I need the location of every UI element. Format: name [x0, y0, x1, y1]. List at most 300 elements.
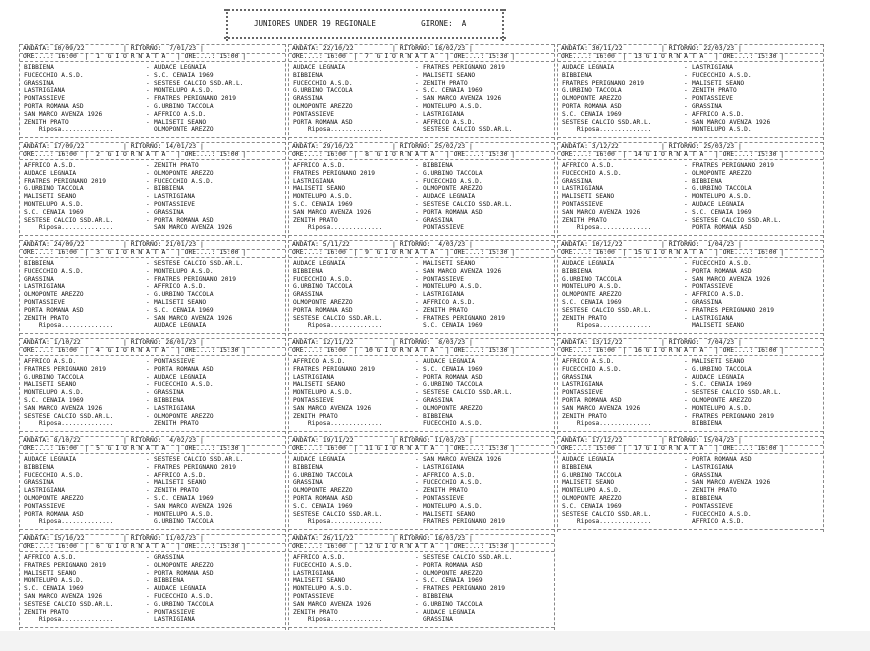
away-team: OLMOPONTE AREZZO [692, 169, 752, 177]
match-dash: - [146, 275, 150, 283]
match-dash: - [146, 260, 150, 267]
separator-line [20, 235, 285, 236]
away-team: G.URBINO TACCOLA [154, 291, 214, 299]
match-dash: - [684, 64, 688, 71]
match-dash: - [415, 358, 419, 365]
match-dash: - [684, 397, 688, 404]
home-team: SESTESE CALCIO SSD.AR.L. [293, 510, 383, 518]
home-team: ZENITH PRATO [24, 314, 69, 322]
match-dash: - [146, 495, 150, 502]
riposa-label: Riposa.............. [24, 322, 114, 330]
separator-line [20, 159, 285, 160]
separator-line [20, 355, 285, 356]
home-team: AUDACE LEGNAIA [24, 456, 77, 463]
home-team: FRATRES PERIGNANO 2019 [24, 177, 106, 185]
riposa-team: SESTESE CALCIO SSD.AR.L. [423, 126, 513, 134]
title-border-right [502, 9, 504, 41]
home-team: MONTELUPO A.S.D. [562, 487, 622, 495]
match-dash: - [415, 87, 419, 95]
separator-line [289, 137, 554, 138]
match-dash: - [146, 456, 150, 463]
match-dash: - [684, 463, 688, 471]
away-team: PORTA ROMANA ASD [423, 208, 483, 216]
column-2 [288, 44, 555, 630]
away-team: SESTESE CALCIO SSD.AR.L. [692, 216, 782, 224]
dates-row: ANDATA: 1/10/22 | RITORNO: 28/01/23 | [23, 338, 204, 346]
match-dash: - [146, 479, 150, 487]
match-dash: - [415, 162, 419, 169]
away-team: AUDACE LEGNAIA [692, 373, 745, 381]
away-team: MONTELUPO A.S.D. [154, 510, 214, 518]
home-team: PONTASSIEVE [293, 593, 334, 600]
home-team: SESTESE CALCIO SSD.AR.L. [562, 306, 652, 314]
separator-line [289, 529, 554, 530]
away-team: G.URBINO TACCOLA [692, 365, 752, 373]
separator-line [20, 627, 285, 628]
away-team: S.C. CENAIA 1969 [154, 495, 214, 502]
away-team: PORTA ROMANA ASD [154, 569, 214, 577]
match-dash: - [146, 412, 150, 420]
match-dash: - [684, 358, 688, 365]
away-team: BIBBIENA [423, 162, 453, 169]
away-team: GRASSINA [692, 103, 722, 110]
match-dash: - [415, 600, 419, 608]
match-dash: - [415, 397, 419, 404]
away-team: PONTASSIEVE [692, 502, 733, 510]
home-team: AFFRICO A.S.D. [24, 162, 77, 169]
home-team: PORTA ROMANA ASD [293, 495, 353, 502]
riposa-label: Riposa.............. [293, 420, 383, 428]
away-team: S.C. CENAIA 1969 [154, 71, 214, 79]
match-dash: - [415, 487, 419, 495]
match-dash: - [146, 365, 150, 373]
dates-row: ANDATA: 19/11/22 | RITORNO: 11/03/23 | [292, 436, 473, 444]
away-team: MONTELUPO A.S.D. [692, 193, 752, 201]
match-dash: - [415, 502, 419, 510]
away-team: SAN MARCO AVENZA 1926 [423, 267, 502, 275]
dates-row: ANDATA: 5/11/22 | RITORNO: 4/03/23 | [292, 240, 473, 248]
away-team: SAN MARCO AVENZA 1926 [692, 479, 771, 487]
home-team: SESTESE CALCIO SSD.AR.L. [24, 412, 114, 420]
away-team: LASTRIGIANA [154, 193, 195, 201]
home-team: FUCECCHIO A.S.D. [24, 471, 84, 479]
separator-line [289, 333, 554, 334]
home-team: AUDACE LEGNAIA [562, 456, 615, 463]
giornata-block-8 [288, 142, 555, 238]
away-team: MALISETI SEANO [423, 260, 476, 267]
match-dash: - [146, 314, 150, 322]
dates-row: ANDATA: 12/11/22 | RITORNO: 8/03/23 | [292, 338, 473, 346]
home-team: BIBBIENA [562, 71, 592, 79]
match-dash: - [146, 600, 150, 608]
home-team: OLMOPONTE AREZZO [24, 291, 84, 299]
match-dash: - [146, 554, 150, 561]
away-team: FUCECCHIO A.S.D. [154, 381, 214, 389]
away-team: BIBBIENA [692, 495, 722, 502]
home-team: AFFRICO A.S.D. [562, 162, 615, 169]
away-team: BIBBIENA [423, 412, 453, 420]
giornata-block-7 [288, 44, 555, 140]
home-team: BIBBIENA [24, 260, 54, 267]
home-team: S.C. CENAIA 1969 [562, 502, 622, 510]
giornata-block-4 [19, 338, 286, 434]
away-team: FRATRES PERIGNANO 2019 [692, 412, 774, 420]
match-dash: - [146, 358, 150, 365]
home-team: AFFRICO A.S.D. [24, 554, 77, 561]
page-bottom-band [0, 631, 870, 651]
calendar-title [254, 19, 466, 28]
home-team: MONTELUPO A.S.D. [24, 577, 84, 585]
home-team: ZENITH PRATO [562, 216, 607, 224]
away-team: BIBBIENA [692, 177, 722, 185]
home-team: FUCECCHIO A.S.D. [562, 169, 622, 177]
match-dash: - [415, 585, 419, 593]
match-dash: - [146, 291, 150, 299]
home-team: BIBBIENA [562, 267, 592, 275]
away-team: FRATRES PERIGNANO 2019 [423, 314, 505, 322]
riposa-label: Riposa.............. [562, 126, 652, 134]
match-dash: - [684, 95, 688, 103]
girone-value: A [461, 19, 467, 28]
match-dash: - [684, 185, 688, 193]
home-team: LASTRIGIANA [24, 283, 65, 291]
home-team: LASTRIGIANA [562, 381, 603, 389]
dates-row: ANDATA: 17/09/22 | RITORNO: 14/01/23 | [23, 142, 204, 150]
away-team: FRATRES PERIGNANO 2019 [154, 275, 236, 283]
away-team: S.C. CENAIA 1969 [692, 208, 752, 216]
away-team: MALISETI SEANO [154, 479, 207, 487]
home-team: GRASSINA [562, 373, 592, 381]
away-team: FUCECCHIO A.S.D. [154, 177, 214, 185]
away-team: PONTASSIEVE [692, 95, 733, 103]
giornata-block-3 [19, 240, 286, 336]
match-dash: - [684, 291, 688, 299]
match-dash: - [146, 306, 150, 314]
separator-line [289, 355, 554, 356]
match-dash: - [684, 299, 688, 306]
separator-line [289, 61, 554, 62]
away-team: FRATRES PERIGNANO 2019 [423, 64, 505, 71]
home-team: SAN MARCO AVENZA 1926 [24, 404, 103, 412]
away-team: FUCECCHIO A.S.D. [692, 260, 752, 267]
home-team: PORTA ROMANA ASD [562, 103, 622, 110]
giornata-block-15 [557, 240, 824, 336]
times-row: ORE....: 16:00 | 1 G I O R N A T A | ORE....: 15:00 | [23, 52, 247, 60]
giornata-block-9 [288, 240, 555, 336]
away-team: OLMOPONTE AREZZO [692, 397, 752, 404]
away-team: AUDACE LEGNAIA [154, 373, 207, 381]
giornata-block-14 [557, 142, 824, 238]
match-dash: - [415, 463, 419, 471]
home-team: SAN MARCO AVENZA 1926 [24, 110, 103, 118]
match-dash: - [146, 216, 150, 224]
home-team: FRATRES PERIGNANO 2019 [293, 169, 375, 177]
home-team: SAN MARCO AVENZA 1926 [562, 404, 641, 412]
match-dash: - [415, 95, 419, 103]
away-team: OLMOPONTE AREZZO [423, 404, 483, 412]
home-team: G.URBINO TACCOLA [24, 185, 84, 193]
match-dash: - [684, 373, 688, 381]
away-team: PORTA ROMANA ASD [692, 456, 752, 463]
home-team: OLMOPONTE AREZZO [293, 103, 353, 110]
home-team: MONTELUPO A.S.D. [293, 193, 353, 201]
home-team: GRASSINA [24, 275, 54, 283]
home-team: ZENITH PRATO [293, 216, 338, 224]
away-team: MALISETI SEANO [154, 299, 207, 306]
match-dash: - [415, 275, 419, 283]
giornata-block-17 [557, 436, 824, 532]
times-row: ORE....: 16:00 | 14 G I O R N A T A | ORE....: 15:30 | [561, 150, 785, 158]
dates-row: ANDATA: 10/09/22 | RITORNO: 7/01/23 | [23, 44, 204, 52]
match-dash: - [415, 260, 419, 267]
away-team: MONTELUPO A.S.D. [154, 87, 214, 95]
match-dash: - [415, 216, 419, 224]
riposa-label: Riposa.............. [24, 224, 114, 232]
home-team: OLMOPONTE AREZZO [24, 495, 84, 502]
away-team: FRATRES PERIGNANO 2019 [692, 162, 774, 169]
home-team: PONTASSIEVE [293, 110, 334, 118]
home-team: PONTASSIEVE [24, 95, 65, 103]
away-team: PORTA ROMANA ASD [154, 365, 214, 373]
match-dash: - [146, 193, 150, 201]
match-dash: - [415, 291, 419, 299]
home-team: MALISETI SEANO [24, 381, 77, 389]
home-team: G.URBINO TACCOLA [562, 471, 622, 479]
dates-row: ANDATA: 13/12/22 | RITORNO: 7/04/23 | [561, 338, 742, 346]
times-row: ORE....: 16:00 | 16 G I O R N A T A | ORE....: 16:00 | [561, 346, 785, 354]
separator-line [20, 431, 285, 432]
match-dash: - [146, 373, 150, 381]
match-dash: - [146, 569, 150, 577]
riposa-team: FRATRES PERIGNANO 2019 [423, 518, 505, 526]
home-team: MONTELUPO A.S.D. [293, 585, 353, 593]
match-dash: - [146, 208, 150, 216]
riposa-label: Riposa.............. [293, 616, 383, 624]
times-row: ORE....: 16:00 | 4 G I O R N A T A | ORE....: 15:30 | [23, 346, 247, 354]
away-team: FUCECCHIO A.S.D. [423, 177, 483, 185]
riposa-label: Riposa.............. [24, 420, 114, 428]
home-team: AUDACE LEGNAIA [562, 260, 615, 267]
match-dash: - [415, 64, 419, 71]
home-team: OLMOPONTE AREZZO [562, 95, 622, 103]
away-team: MALISETI SEANO [423, 71, 476, 79]
match-dash: - [684, 487, 688, 495]
away-team: MONTELUPO A.S.D. [423, 103, 483, 110]
separator-line [558, 137, 823, 138]
home-team: LASTRIGIANA [24, 87, 65, 95]
away-team: AUDACE LEGNAIA [423, 358, 476, 365]
riposa-team: LASTRIGIANA [154, 616, 195, 624]
home-team: OLMOPONTE AREZZO [562, 291, 622, 299]
riposa-label: Riposa.............. [24, 518, 114, 526]
home-team: S.C. CENAIA 1969 [293, 502, 353, 510]
away-team: S.C. CENAIA 1969 [154, 306, 214, 314]
separator-line [558, 235, 823, 236]
match-dash: - [684, 404, 688, 412]
home-team: LASTRIGIANA [24, 487, 65, 495]
match-dash: - [684, 87, 688, 95]
match-dash: - [415, 577, 419, 585]
match-dash: - [415, 185, 419, 193]
match-dash: - [684, 495, 688, 502]
match-dash: - [415, 208, 419, 216]
home-team: S.C. CENAIA 1969 [562, 110, 622, 118]
separator-line [20, 61, 285, 62]
match-dash: - [415, 593, 419, 600]
match-dash: - [415, 608, 419, 616]
separator-line [289, 551, 554, 552]
match-dash: - [146, 201, 150, 208]
home-team: LASTRIGIANA [293, 569, 334, 577]
match-dash: - [146, 79, 150, 87]
home-team: GRASSINA [293, 291, 323, 299]
match-dash: - [415, 373, 419, 381]
home-team: GRASSINA [562, 177, 592, 185]
riposa-label: Riposa.............. [24, 616, 114, 624]
match-dash: - [684, 471, 688, 479]
riposa-team: AUDACE LEGNAIA [154, 322, 207, 330]
away-team: S.C. CENAIA 1969 [423, 577, 483, 585]
match-dash: - [684, 118, 688, 126]
times-row: ORE....: 16:00 | 8 G I O R N A T A | ORE....: 15:30 | [292, 150, 516, 158]
separator-line [558, 61, 823, 62]
match-dash: - [684, 103, 688, 110]
match-dash: - [146, 487, 150, 495]
home-team: SAN MARCO AVENZA 1926 [293, 208, 372, 216]
dates-row: ANDATA: 15/10/22 | RITORNO: 11/02/23 | [23, 534, 204, 542]
away-team: SAN MARCO AVENZA 1926 [692, 275, 771, 283]
home-team: PORTA ROMANA ASD [293, 306, 353, 314]
riposa-label: Riposa.............. [562, 224, 652, 232]
match-dash: - [684, 365, 688, 373]
home-team: S.C. CENAIA 1969 [24, 397, 84, 404]
home-team: SAN MARCO AVENZA 1926 [293, 404, 372, 412]
times-row: ORE....: 16:00 | 3 G I O R N A T A | ORE....: 15:00 | [23, 248, 247, 256]
home-team: SAN MARCO AVENZA 1926 [562, 208, 641, 216]
match-dash: - [684, 216, 688, 224]
riposa-team: G.URBINO TACCOLA [154, 518, 214, 526]
away-team: G.URBINO TACCOLA [692, 185, 752, 193]
match-dash: - [146, 95, 150, 103]
away-team: OLMOPONTE AREZZO [154, 169, 214, 177]
match-dash: - [146, 404, 150, 412]
match-dash: - [415, 389, 419, 397]
riposa-label: Riposa.............. [562, 518, 652, 526]
away-team: AUDACE LEGNAIA [692, 201, 745, 208]
home-team: MALISETI SEANO [293, 381, 346, 389]
separator-line [20, 453, 285, 454]
riposa-team: S.C. CENAIA 1969 [423, 322, 483, 330]
away-team: MALISETI SEANO [154, 118, 207, 126]
away-team: PONTASSIEVE [154, 201, 195, 208]
home-team: AUDACE LEGNAIA [293, 260, 346, 267]
away-team: LASTRIGIANA [692, 463, 733, 471]
away-team: ZENITH PRATO [423, 487, 468, 495]
home-team: MALISETI SEANO [562, 193, 615, 201]
home-team: FRATRES PERIGNANO 2019 [24, 561, 106, 569]
riposa-team: MONTELUPO A.S.D. [692, 126, 752, 134]
away-team: G.URBINO TACCOLA [423, 381, 483, 389]
match-dash: - [415, 554, 419, 561]
home-team: BIBBIENA [293, 71, 323, 79]
away-team: S.C. CENAIA 1969 [423, 365, 483, 373]
riposa-label: Riposa.............. [562, 420, 652, 428]
home-team: SESTESE CALCIO SSD.AR.L. [24, 600, 114, 608]
times-row: ORE....: 16:00 | 15 G I O R N A T A | ORE....: 16:00 | [561, 248, 785, 256]
match-dash: - [684, 177, 688, 185]
riposa-label: Riposa.............. [293, 518, 383, 526]
home-team: GRASSINA [24, 79, 54, 87]
match-dash: - [684, 502, 688, 510]
home-team: S.C. CENAIA 1969 [24, 585, 84, 593]
away-team: AFFRICO A.S.D. [692, 291, 745, 299]
away-team: AFFRICO A.S.D. [154, 110, 207, 118]
separator-line [289, 453, 554, 454]
riposa-team: SAN MARCO AVENZA 1926 [154, 224, 233, 232]
home-team: ZENITH PRATO [24, 118, 69, 126]
match-dash: - [146, 381, 150, 389]
away-team: SAN MARCO AVENZA 1926 [154, 314, 233, 322]
away-team: GRASSINA [423, 397, 453, 404]
home-team: FRATRES PERIGNANO 2019 [24, 365, 106, 373]
riposa-team: AFFRICO A.S.D. [692, 518, 745, 526]
home-team: BIBBIENA [562, 463, 592, 471]
away-team: AFFRICO A.S.D. [692, 110, 745, 118]
times-row: ORE....: 16:00 | 9 G I O R N A T A | ORE....: 15:30 | [292, 248, 516, 256]
match-dash: - [684, 162, 688, 169]
separator-line [558, 529, 823, 530]
home-team: FUCECCHIO A.S.D. [24, 71, 84, 79]
separator-line [289, 159, 554, 160]
match-dash: - [146, 87, 150, 95]
home-team: GRASSINA [24, 479, 54, 487]
away-team: MONTELUPO A.S.D. [692, 404, 752, 412]
riposa-team: FUCECCHIO A.S.D. [423, 420, 483, 428]
away-team: G.URBINO TACCOLA [423, 169, 483, 177]
away-team: AUDACE LEGNAIA [154, 585, 207, 593]
away-team: GRASSINA [692, 471, 722, 479]
away-team: OLMOPONTE AREZZO [423, 569, 483, 577]
away-team: BIBBIENA [154, 185, 184, 193]
home-team: FRATRES PERIGNANO 2019 [562, 79, 644, 87]
away-team: AFFRICO A.S.D. [154, 283, 207, 291]
away-team: SAN MARCO AVENZA 1926 [423, 456, 502, 463]
riposa-label: Riposa.............. [562, 322, 652, 330]
home-team: SESTESE CALCIO SSD.AR.L. [562, 510, 652, 518]
riposa-label: Riposa.............. [24, 126, 114, 134]
home-team: GRASSINA [293, 95, 323, 103]
away-team: SESTESE CALCIO SSD.AR.L. [423, 554, 513, 561]
away-team: PONTASSIEVE [692, 283, 733, 291]
home-team: S.C. CENAIA 1969 [293, 201, 353, 208]
away-team: GRASSINA [154, 208, 184, 216]
home-team: PORTA ROMANA ASD [293, 118, 353, 126]
match-dash: - [146, 577, 150, 585]
match-dash: - [146, 283, 150, 291]
away-team: G.URBINO TACCOLA [154, 600, 214, 608]
match-dash: - [684, 412, 688, 420]
home-team: BIBBIENA [24, 463, 54, 471]
home-team: AUDACE LEGNAIA [293, 456, 346, 463]
column-1 [19, 44, 286, 630]
separator-line [289, 257, 554, 258]
home-team: LASTRIGIANA [562, 185, 603, 193]
match-dash: - [684, 169, 688, 177]
match-dash: - [684, 381, 688, 389]
home-team: PONTASSIEVE [293, 397, 334, 404]
home-team: OLMOPONTE AREZZO [293, 487, 353, 495]
match-dash: - [415, 365, 419, 373]
